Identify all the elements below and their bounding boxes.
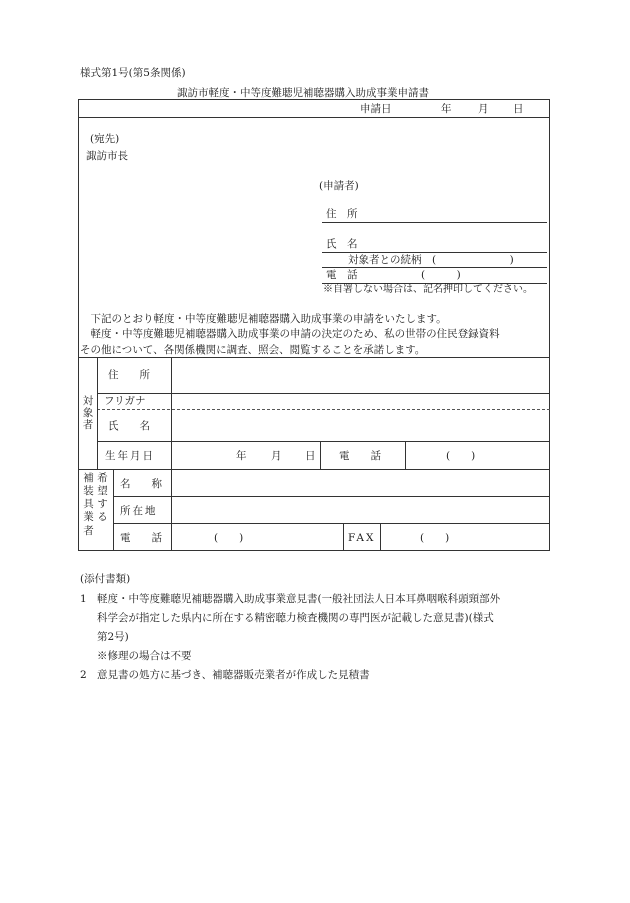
applicant-note: ※自署しない場合は、記名押印してください。 [323, 284, 533, 295]
date-row-divider [78, 117, 550, 118]
vendor-phone-paren: ( ) [214, 532, 244, 544]
fax-value-divider [380, 523, 381, 551]
subject-phone-label: 電 話 [339, 450, 381, 462]
attachment-1-line-2: 科学会が指定した県内に所在する精密聴力検査機関の専門医が記載した意見書)(様式 [97, 612, 494, 624]
form-title: 諏訪市軽度・中等度難聴児補聴器購入助成事業申請書 [177, 87, 429, 99]
subject-furigana-label: フリガナ [104, 395, 146, 407]
date-day: 日 [513, 103, 524, 115]
applicant-relation-line[interactable] [322, 267, 547, 268]
applicant-phone-label: 電 話 [326, 269, 358, 281]
birth-date-label: 生年月日 [105, 450, 155, 462]
statement-line-2: 軽度・中等度難聴児補聴器購入助成事業の申請の決定のため、私の世帯の住民登録資料 [80, 328, 500, 340]
vendor-location-divider [113, 523, 550, 524]
applicant-heading: (申請者) [319, 180, 359, 192]
date-label: 申請日 [360, 103, 392, 115]
attachment-1-line-1: 軽度・中等度難聴児補聴器購入助成事業意見書(一般社団法人日本耳鼻咽喉科頭頸部外 [97, 593, 501, 605]
birth-month: 月 [271, 450, 282, 462]
vendor-phone-label: 電 話 [120, 532, 162, 544]
birth-year: 年 [236, 450, 247, 462]
vendor-group-divider [113, 469, 114, 551]
attachment-1-number: 1 [80, 593, 87, 605]
vendor-location-label: 所在地 [120, 505, 158, 517]
subject-phone-paren: ( ) [446, 450, 476, 462]
applicant-address-label: 住 所 [326, 208, 358, 220]
vendor-fax-paren: ( ) [420, 532, 450, 544]
vendor-name-label: 名 称 [120, 478, 162, 490]
fax-label-divider [343, 523, 344, 551]
applicant-name-line[interactable] [322, 252, 547, 253]
vendor-name-field[interactable] [172, 470, 548, 495]
date-year: 年 [441, 103, 452, 115]
attachment-2-text: 意見書の処方に基づき、補聴器販売業者が作成した見積書 [97, 669, 370, 681]
attachment-1-line-3: 第2号) [97, 631, 129, 643]
birth-day: 日 [305, 450, 316, 462]
form-number: 様式第1号(第5条関係) [80, 67, 186, 79]
vendor-fax-label: FAX [348, 532, 376, 544]
subject-furigana-field[interactable] [172, 394, 548, 408]
subject-group-divider [97, 357, 98, 469]
applicant-relation: 対象者との続柄 ( ) [348, 254, 514, 266]
statement-line-1: 下記のとおり軽度・中等度難聴児補聴器購入助成事業の申請をいたします。 [80, 313, 447, 325]
subject-name-field[interactable] [172, 410, 548, 440]
subject-address-field[interactable] [172, 358, 548, 392]
subject-name-divider [97, 441, 550, 442]
attachment-1-note: ※修理の場合は不要 [97, 650, 192, 662]
applicant-name-label: 氏 名 [326, 238, 358, 250]
statement-line-3: その他について、各関係機関に調査、照会、閲覧することを承諾します。 [80, 344, 426, 356]
applicant-phone-paren: ( ) [421, 269, 461, 281]
vendor-location-field[interactable] [172, 497, 548, 522]
subject-address-label: 住 所 [108, 369, 150, 381]
addressee-prefix: (宛先) [90, 133, 120, 145]
attachments-heading: (添付書類) [80, 573, 131, 585]
applicant-address-line[interactable] [322, 222, 547, 223]
birth-phone-divider [320, 441, 321, 469]
subject-name-label: 氏 名 [108, 420, 150, 432]
vendor-group-label: 補装具業者 希望する [83, 472, 109, 537]
date-month: 月 [478, 103, 489, 115]
attachment-2-number: 2 [80, 669, 87, 681]
subject-group-label: 対 象 者 [82, 395, 94, 432]
addressee-name: 諏訪市長 [86, 150, 128, 162]
phone-value-divider [405, 441, 406, 469]
